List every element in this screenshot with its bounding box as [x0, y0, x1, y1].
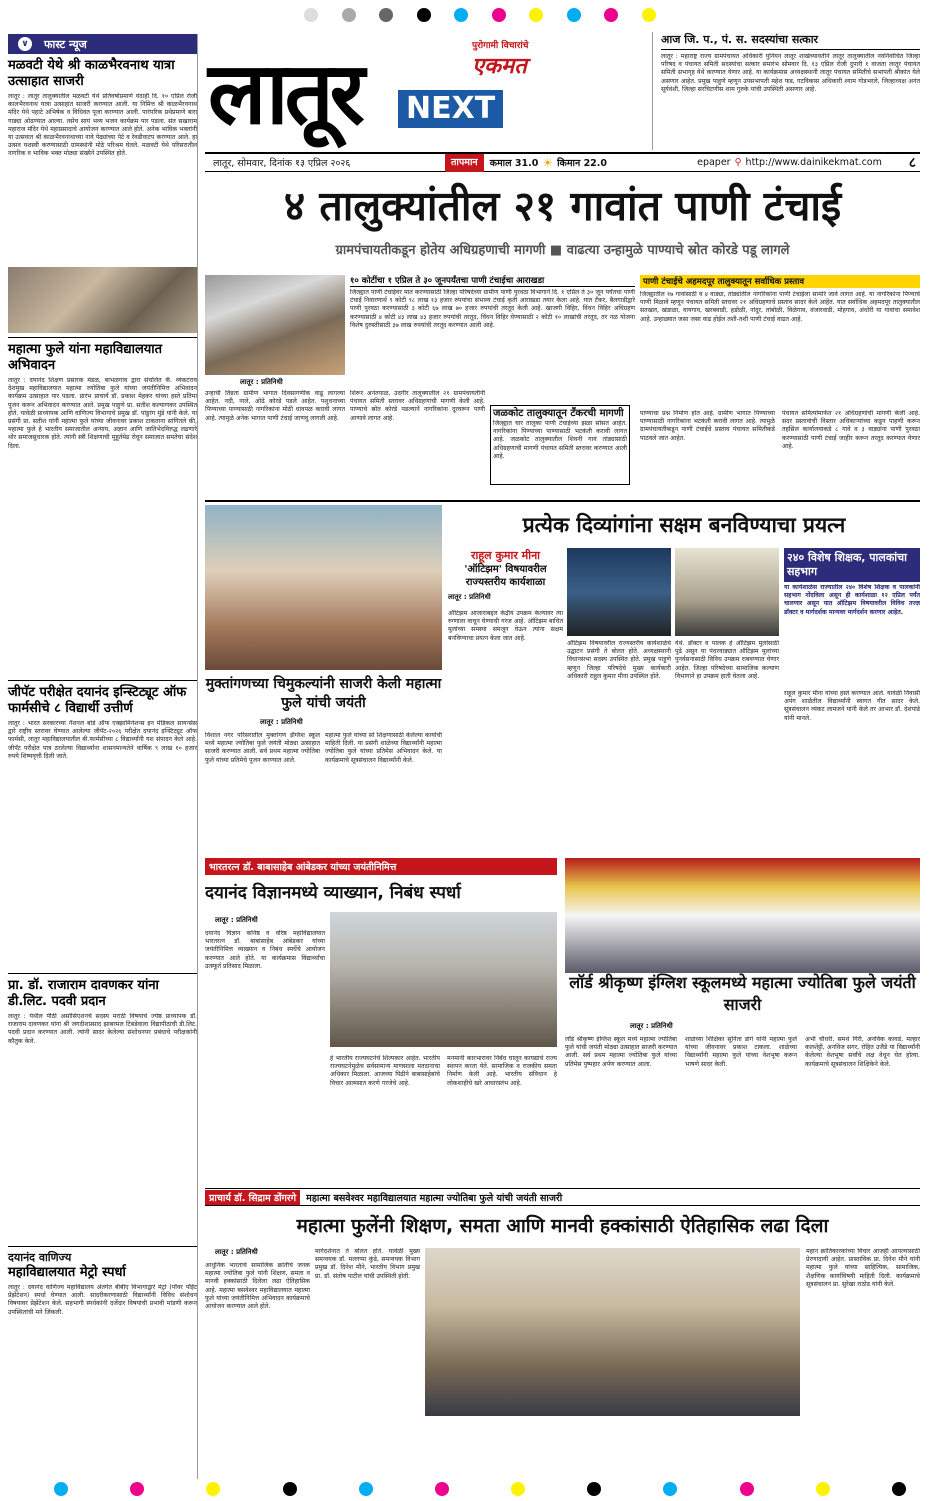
search-icon: ⚲ — [734, 157, 742, 168]
masthead-brand: एकमत — [472, 54, 527, 79]
left-story-photo — [8, 267, 197, 333]
lead-box-3-body: जिल्ह्यात चार तालुका पाणी टंचाईच्या झळा सोसत आहेत. नागरिकांना पिण्याच्या पाण्यासाठी भटकंती करावी लागत आहे. जळकोट तालुक्यातील शिवनी गावं तांड्यासाठी अधिग्रहणाची मागणी पंचायत समिती स्तरावर करण्यात आली आहे. — [493, 420, 627, 460]
reg-dot — [587, 1482, 601, 1496]
muktangan-headline: मुक्तांगणच्या चिमुकल्यांनी साजरी केली महात्मा फुले यांची जयंती — [205, 676, 442, 711]
lead-box-1 — [350, 275, 635, 383]
divyang-caption: लातूर : प्रतिनिधी — [448, 593, 491, 601]
date-bar — [205, 152, 920, 172]
epaper-label: epaper — [697, 157, 731, 168]
reg-dot — [663, 1482, 677, 1496]
divider — [8, 1246, 197, 1247]
left-story-4-headline: प्रा. डॉ. राजाराम दावणकर यांना डी.लिट. पदवी प्रदान — [8, 978, 159, 1009]
reg-dot — [359, 1482, 373, 1496]
left-story-5-headline: महाविद्यालयात मेट्रो स्पर्धा — [8, 1265, 126, 1280]
temp-min: किमान 22.0 — [557, 158, 608, 169]
divyang-sub-title: 'ऑटिझम' विषयावरील राज्यस्तरीय कार्यशाळा — [464, 564, 547, 588]
fast-news-label: फास्ट न्यूज — [44, 37, 87, 51]
fast-news-banner — [8, 34, 197, 54]
lead-box-2 — [640, 275, 920, 405]
lead-col-1: उन्हाची तिव्रता ग्रामीण भागात दिवसागणीक वाढू लागल्या आहेत. नदी, नाले, ओढे कोरडे पडले आहेत. पशुधनाच्या पिण्याच्या पाण्यासाठी नागरिकांना मोठी धावपळ करावी लागत आहे. त्यामुळे अनेक भागात पाणी टंचाई जाणवू लागली आहे. — [205, 390, 345, 422]
divyang-subhead-box — [448, 548, 563, 602]
masthead-tagline: पुरोगामी विचारांचे — [472, 41, 529, 51]
left-story-3-headline: जीपॅट परीक्षेत दयानंद इन्स्टिट्यूट ऑफ फार्मसीचे ८ विद्यार्थी उत्तीर्ण — [8, 685, 187, 716]
reg-dot — [435, 1482, 449, 1496]
lead-headline: ४ तालुक्यांतील २१ गावांत पाणी टंचाई — [283, 182, 842, 230]
divider — [8, 680, 197, 681]
left-story-2-body: लातूर : दयानंद शिक्षण प्रसारक मंडळ, बाभळगाव द्वारा संचलित कॅ. व्यंकटराव देशमुख महाविद्यालयात महात्मा ज्योतिबा फुले यांच्या जयंतीनिमित्त अभिवादन कार्यक्रम उत्साहात पार पडला. प्रारंभ प्राचार्य डॉ. प्रकाश मेहकर यांच्या हस्ते प्रतिमा पूजन करून अभिवादन करण्यात आले. प्रमुख पाहुणे प्रा. सतीश कल्याणकर उपस्थित होते. यावेळी प्राध्यापक आणि वाणिज्य विभागाचे प्रमुख डॉ. पांडुरंग मुंडे यांनी केले. या प्रसंगी प्रा. सतीश यांनी महात्मा फुले यांच्या जीवनावर प्रकाश टाकताना सांगितले की, महात्मा फुले हे भारतीय समाजातील अन्याय, अज्ञान आणि जातिभेदविरुद्ध लढणारे थोर समाजसुधारक होते. त्यांनी स्त्री शिक्षणाची मुहूर्तमेढ रोवून समाजात समतेचा संदेश दिला. — [8, 377, 197, 450]
divyang-box — [784, 548, 920, 684]
left-story-3-body: लातूर : भारत सरकारच्या नॅशनल बोर्ड ऑफ एक्झामिनेशन्स इन मेडिकल सायन्सेस द्वारे राष्ट्रीय स्तरावर घेण्यात आलेल्या जीपॅट-२०२६ परीक्षेत दयानंद इन्स्टिट्यूट ऑफ फार्मसी, लातूर महाविद्यालयातील बी.फार्मसीच्या ८ विद्यार्थ्यांनी यश संपादन केले आहे. जीपॅट परीक्षेत पात्र ठरलेल्या विद्यार्थ्यांना शासनमान्यतेने वार्षिक ९ लाख १० हजार रुपये शिष्यवृत्ती दिली जाते. — [8, 720, 197, 760]
lead-col-6: पंचायत समित्यांमार्फत २१ अधिग्रहणांची मागणी केली आहे. सदर प्रस्तावांची विस्तार अधिकाऱ्यांच्या कडून पाहणी करून तहसिल कार्यालयाकडे ८ गावे व ३ वाड्यांना पाणी पुरवठा करण्यासाठी पाणी टंचाई जाहीर करून तरतूद करण्यात येणार आहे. — [782, 410, 920, 450]
lead-subhead: ग्रामपंचायतीकडून होतेय अधिग्रहणाची मागणी ■ वाढत्या उन्हामुळे पाण्याचे स्रोत कोरडे पडू लागले — [335, 243, 790, 258]
divyang-box-body: या कार्यशाळेस राज्यातील २४० विशेष शिक्षक व पालकांनी सहभाग नोंदविला असून ही कार्यशाळा १२ एप्रिल पर्यंत चालणार असून यात ऑटिझम विषयावरील विविध तज्ज्ञ डॉक्टर व मार्गदर्शक मान्यवर मार्गदर्शन करणार आहेत. — [784, 584, 920, 616]
reg-dot — [567, 8, 581, 22]
reg-dot — [417, 8, 431, 22]
muktangan-photo — [205, 505, 442, 670]
phule-col-1: आधुनिक भारताचे सामाजिक क्रांतीचे जनक महात्मा ज्योतिबा फुले यांनी शिक्षण, समता व मानवी हक्कांसाठी दिलेला लढा ऐतिहासिक आहे. महात्मा बसवेश्वर महाविद्यालयात महात्मा फुले यांच्या जयंतीनिमित्त अभिवादन कार्यक्रमाचे आयोजन करण्यात आले होते. — [205, 1262, 310, 1311]
lord-col-1: लॉर्ड श्रीकृष्ण इंग्लिश स्कूल मध्ये महात्मा ज्योतिबा फुले यांची जयंती मोठ्या उत्साहात साजरी करण्यात आली. सर्व प्रथम महात्मा ज्योतिबा फुले यांच्या प्रतिमेस पुष्पहार अर्पण करण्यात आला. — [565, 1036, 677, 1068]
lead-col-2: शिरूर अनंतपाळ, उदगीर तालुक्यातील २१ ग्रामपंचायतींनी पंचायत समिती स्तरावर अधिग्रहणाची मागणी केली आहे. पाण्याचे स्रोत कोरडे पडल्याने नागरिकांना दूरवरून पाणी आणावे लागत आहे. — [350, 390, 485, 422]
temp-max: कमाल 31.0 — [489, 158, 539, 169]
reg-dot — [206, 1482, 220, 1496]
dayanand-col-3: मनमानी कारभारावर निर्बंध घालून कायद्याचे राज्य स्थापन करता येते. सामाजिक व राजकीय समता निर्माण केली आहे. भारतीय संविधान हे लोकशाहीचे खरे आधारस्तंभ आहे. — [447, 1055, 557, 1087]
divyang-sub-name: राहूल कुमार मीना — [470, 549, 541, 562]
lead-box-1-title: १० कोटींचा १ एप्रिल ते ३० जूनपर्यंतचा पाणी टंचाईचा आराखडा — [350, 275, 635, 287]
dayanand-caption: लातूर : प्रतिनिधी — [215, 916, 258, 924]
masthead-next-logo: NEXT — [398, 90, 503, 128]
left-story-5-body: लातूर : दयानंद वाणिज्य महाविद्यालय अंतर्गत बीबीए विभागाद्वारे मेट्रो (पॉवर पॉईंट प्रेझेंटेशन) स्पर्धा घेण्यात आली. सादरीकरणासाठी विद्यार्थ्यांनी विविध संशोधन विषयावर प्रेझेंटेशन केले. सहभागी स्पर्धकांनी दर्जेदार विषयांची प्रभावी मांडणी करून उपस्थितांची मने जिंकली. — [8, 1284, 197, 1316]
reg-dot — [130, 1482, 144, 1496]
top-right-headline: आज जि. प., पं. स. सदस्यांचा सत्कार — [661, 32, 920, 50]
reg-dot — [492, 8, 506, 22]
divyang-box-title: २४० विशेष शिक्षक, पालकांचा सहभाग — [784, 548, 920, 582]
lead-box-1-body: जिल्ह्यात पाणी टंचाईवर मात करण्यासाठी जिल्हा परिषदेच्या ग्रामीण पाणी पुरवठा विभागाने दि. १ एप्रिल ते ३० जून पर्यंतचा पाणी टंचाई निवारणार्थ ९ कोटी ९८ लाख १३ हजार रुपयांचा संभाव्य टंचाई कृती आराखडा तयार केला आहे. यात टँकर, बैलगाडीद्वारे पाणी पुरवठा करण्यासाठी ३ कोटी ६७ लाख ७० हजार रुपयांची तरतूद केली आहे. खाजगी विहिर, विंधन विहिर अधिग्रहण करण्यासाठी ४ कोटी ४३ लाख ४३ हजार रुपयांची तरतूद, विंधन विहिर घेण्यासाठी २ कोटी १० लाखांची तरतूद, तर नळ योजना विशेष दुरुस्तीसाठी ३७ लाख रुपयांची तरतूद करण्यात आली आहे. — [350, 289, 635, 329]
left-story-1-body: लातूर : लातूर तालुक्यातील मळवटी येथे प्रतिवर्षाप्रमाणे यंदाही दि. १० एप्रिल रोजी कालभैरवनाथ यात्रा उत्साहात साजरी करण्यात आली. या निमित्त श्री काळभैरवनाथ मंदिर येथे पहाटे अभिषेक व विधिवत पूजा करण्यात आली. पारंपरिक प्रथेप्रमाणे बारा गाड्या ओढण्यात आल्या. तसेच सायं भव्य भजन कार्यक्रम पार पडला. संत सखाराम महाराज मंदिर येथे महाप्रसादाचे आयोजन करण्यात आले होते. अनेक भाविक भक्तांनी या उत्सवात श्री काळभैरवनाथाच्या नावे पेढ्यांच्या पेटे व रेवडीवाटप करण्यात आले. हा उत्सव यशस्वी करण्यासाठी ग्रामस्थांनी मोठे परिश्रम घेतले. मळवटी येथे परिसरातील नागरिक व भाविक भक्त मोठ्या संख्येने उपस्थित होते. — [8, 93, 197, 158]
masthead-logo: लातूर — [208, 44, 361, 144]
divyang-col-2: ऑटिझम विषयावरील राज्यस्तरीय कार्यशाळेचे उद्घाटन प्रसंगी ते बोलत होते. अध्यक्षस्थानी विधानसभा सदस्य उपस्थित होते. प्रमुख पाहुणे म्हणून जिल्हा परिषदेचे मुख्य कार्यकारी अधिकारी राहुल कुमार मीना उपस्थित होते. — [567, 640, 671, 680]
lead-photo-water-tap — [205, 275, 345, 375]
reg-dot — [816, 1482, 830, 1496]
lord-headline: लॉर्ड श्रीकृष्ण इंग्लिश स्कूलमध्ये महात्मा ज्योतिबा फुले जयंती साजरी — [569, 973, 916, 1014]
phule-kicker — [205, 1188, 920, 1206]
dayanand-kicker: भारतरत्न डॉ. बाबासाहेब आंबेडकर यांच्या जयंतीनिमित्त — [205, 858, 557, 875]
divyang-col-3: येथे. डॉक्टर व पालक हे ऑटिझम मुलांसाठी पुढे असून या पंधरवाड्यात ऑटिझम मुलांच्या पुनर्वसनासाठी विविध उपक्रम राबवण्यात येणार आहेत. जिल्हा परिषदेच्या सामाजिक कल्याण विभागाने हा उपक्रम हाती घेतला आहे. — [675, 640, 779, 680]
dayanand-headline: दयानंद विज्ञानमध्ये व्याख्यान, निबंध स्पर्धा — [205, 883, 461, 903]
reg-dot — [454, 8, 468, 22]
phule-kicker-name: प्राचार्य डॉ. सिद्राम डोंगरगे — [205, 1190, 300, 1205]
divyang-col-5: राहूल कुमार मीना यांच्या हस्ते करण्यात आले. यावेळी निवासी अपंग शाळेतील विद्यार्थ्यांनी स्वागत गीत सादर केले. सूत्रसंचालन व्यंकट लामजने यांनी केले तर आभार डॉ. देशपांडे यांनी मानले. — [784, 690, 920, 722]
dateline: लातूर, सोमवार, दिनांक १३ एप्रिल २०२६ — [213, 158, 351, 169]
reg-dot — [342, 8, 356, 22]
chevron-down-icon: ∨ — [18, 37, 32, 51]
temp-label: तापमान — [445, 154, 484, 172]
page-number: ८ — [908, 155, 916, 171]
reg-dot — [304, 8, 318, 22]
lead-box-2-body: जिल्ह्यातील १७ गावांसाठी व ४ वाड्या, तांड्यांतील नागरिकांना पाणी टंचाईला सामोरे जावे लागत आहे. या नागरिकांना पिण्याचे पाणी मिळावे म्हणून पंचायत समिती स्तरावर २१ अधिग्रहणाचे प्रस्ताव सादर केले आहेत. यात सर्वाधिक अहमदपूर तालुक्यातील सतखल, खंडाळा, वायगाव, खरबवाडी, हडोळी, नांदूर, तांबोळी, विळेगाव, वंजारवाडी, मोहगाव, अंधोरी या गावांचा समावेश आहे. उन्हाळ्यात जसा जसा वाढ होईल तशी-तशी पाणी टंचाई वाढत आहे. — [640, 291, 920, 323]
left-story-4-body: लातूर : येथील पीठी असोसिएशनचे सदस्य मराठी विषयाचे ज्येष्ठ प्राध्यापक डॉ. राजाराम दावणकर यांना श्री जगदीशप्रसाद झाबरमल टिबडेवाला विद्यापीठाची डी.लिट. पदवी प्रदान करण्यात आली. त्यांनी सादर केलेल्या संशोधनपर प्रबंधाचे परीक्षकांनी कौतुक केले. — [8, 1013, 197, 1045]
phule-caption: लातूर : प्रतिनिधी — [215, 1248, 258, 1256]
lord-col-3: अभी चौधरी, समर्थ गिरी, अनविक कावडे, मल्हार कलशेट्टी, अनविज सगर, रोहित उजैडे या विद्यार्थ्यांनी केलेल्या वेशभूषा सर्वांचे लक्ष वेधून घेत होत्या. कार्यक्रमाचे सूत्रसंचालन शिक्षिकेने केले. — [805, 1036, 920, 1068]
reg-dot — [379, 8, 393, 22]
lord-col-2: शाळेच्या शिक्षिका सुनिता डांगे यांनी महात्मा फुले यांच्या जीवनावर प्रकाश टाकला. शाळेच्या विद्यार्थ्यांनी महात्मा फुले यांच्या वेशभूषा करून भाषणे सादर केली. — [685, 1036, 797, 1068]
reg-dot — [642, 8, 656, 22]
section-divider — [205, 500, 920, 502]
registration-marks-top — [300, 8, 660, 24]
divider — [8, 973, 197, 974]
divyang-headline: प्रत्येक दिव्यांगांना सक्षम बनविण्याचा प्रयत्न — [522, 513, 846, 537]
lead-box-3 — [490, 405, 630, 485]
reg-dot — [283, 1482, 297, 1496]
lead-col-5: पाण्याचा प्रश्न निर्माण होत आहे. ग्रामीण भागात पिण्याच्या पाण्यासाठी नागरिकांना भटकंती करावी लागत आहे. त्यामुळे ग्रामपंचायतीकडून पाणी टंचाईचे प्रस्ताव पंचायत समितीकडे पाठवले जात आहेत. — [640, 410, 775, 442]
dayanand-photo — [330, 912, 557, 1047]
sun-icon: ☀ — [542, 155, 554, 170]
divider — [8, 337, 197, 338]
reg-dot — [511, 1482, 525, 1496]
registration-marks-bottom — [50, 1482, 910, 1496]
muktangan-col-2: महात्मा फुले यांच्या सो शिक्षणासाठी केलेल्या कार्याची माहिती दिली. या प्रसंगी शाळेच्या विद्यार्थ्यांनी महात्मा ज्योतिबा फुले यांच्या प्रतिमेस अभिवादन केले. या कार्यक्रमाचे सूत्रसंचालन विद्यार्थ्यांनी केले. — [325, 732, 442, 764]
divyang-photo-1 — [567, 548, 671, 636]
lord-caption: लातूर : प्रतिनिधी — [630, 1022, 673, 1030]
muktangan-col-1: विशाल नगर परिसरातील मुक्तांगण इंग्लिश स्कूल मध्ये महात्मा ज्योतिबा फुले जयंती मोठ्या उत्साहात साजरी करण्यात आली. सर्व प्रथम महात्मा ज्योतिबा फुले यांच्या प्रतिमेचे पूजन करण्यात आले. — [205, 732, 320, 764]
reg-dot — [740, 1482, 754, 1496]
divyang-photo-2 — [675, 548, 779, 636]
phule-col-3: महान क्रांतिकारकांच्या विचार आजही आपल्यासाठी प्रेरणादायी आहेत. प्रास्ताविक प्रा. दिनेश मौने यांनी महात्मा फुले यांच्या साहित्यिक, सामाजिक, शैक्षणिक कार्याविषयी माहिती दिली. कार्यक्रमाचे सूत्रसंचालन प्रा. सुरेखा राठोड यांनी केले. — [806, 1248, 920, 1288]
dayanand-col-2: हे भारतीय राज्यघटनेचे शिल्पकार आहेत. भारतीय राज्यघटनेमुळेच सर्वसामान्य माणसाला मतदानाचा अधिकार मिळाला. आजच्या पिढीने बाबासाहेबांचे विचार आत्मसात करणे गरजेचे आहे. — [330, 1055, 440, 1087]
phule-headline: महात्मा फुलेंनी शिक्षण, समता आणि मानवी हक्कांसाठी ऐतिहासिक लढा दिला — [296, 1215, 829, 1237]
top-right-story — [652, 32, 920, 150]
phule-kicker-rest: महात्मा बसवेश्वर महाविद्यालयात महात्मा ज्योतिबा फुले यांची जयंती साजरी — [306, 1192, 563, 1204]
left-story-2-headline: महात्मा फुले यांना महाविद्यालयात अभिवादन — [8, 342, 163, 373]
reg-dot — [604, 8, 618, 22]
muktangan-caption: लातूर : प्रतिनिधी — [260, 718, 303, 726]
reg-dot — [529, 8, 543, 22]
top-right-body: लातूर : महाराष्ट्र राज्य ग्रामपंचायत अधिकारी युनियन लातूर शाखेच्यावतीने लातूर तालुक्यातील नवनिर्वाचित जिल्हा परिषद व पंचायत समिती सदस्यांचा सत्कार समारंभ सोमवार दि. १३ एप्रिल रोजी दुपारी १ वाजता लातूर पंचायत समिती सभागृह येथे करण्यात येणार आहे. या कार्यक्रमास अध्यक्षस्थानी लातूर पंचायत समितीचे सभापती श्रीकांत येले असणार आहेत. प्रमुख पाहुणे म्हणून उपसभापती महेश फड, गटविकास अधिकारी श्याम गोडभरले, जिल्हाध्यक्ष अनंत सूर्यवंशी, जिल्हा सरचिटणीस शाम गुरुके यांची उपस्थिती असणार आहे. — [661, 53, 920, 93]
phule-photo — [425, 1248, 800, 1416]
phule-col-2: मार्गदर्शनात ते बोलत होते. यावेळी मुख्य समन्वयक डॉ. मल्लप्पा कुंडे, समन्वयक विभाग प्रमुख डॉ. दिनेश मौने, भारतीय विभाग प्रमुख प्रा. डॉ. संतोष पाटील यांची उपस्थिती होती. — [315, 1248, 420, 1280]
left-story-1-headline: मळवटी येथे श्री काळभैरवनाथ यात्रा उत्साहात साजरी — [8, 58, 175, 89]
reg-dot — [892, 1482, 906, 1496]
dayanand-col-1: दयानंद विज्ञान कनिष्ठ व वरिष्ठ महाविद्यालयात भारतरत्न डॉ. बाबासाहेब आंबेडकर यांच्या जयंतीनिमित्त व्याख्यान व निबंध स्पर्धेचे आयोजन करण्यात आले होते. या कार्यक्रमास विद्यार्थ्यांचा उत्स्फूर्त प्रतिसाद मिळाला. — [205, 930, 325, 970]
left-news-column — [8, 34, 198, 1479]
divyang-col-1: ऑटिझम आजाराबद्दल केंद्रीय उपक्रम केल्यावर त्या रुग्णाला वाचून घेण्याची गरज आहे. ऑटिझम बाधित मुलांच्या समस्या समजून घेऊन त्यांना सक्षम बनविण्याचा प्रयत्न केला जात आहे. — [448, 610, 563, 642]
lead-box-3-title: जळकोट तालुक्यातून टँकरची मागणी — [493, 408, 624, 419]
lord-photo — [565, 858, 920, 973]
lead-box-2-title: पाणी टंचाईचे अहमदपूर तालुक्यातून सर्वाधिक प्रस्ताव — [640, 275, 920, 288]
left-story-5-kicker: दयानंद वाणिज्य — [8, 1251, 72, 1264]
epaper-url[interactable]: http://www.dainikekmat.com — [745, 157, 882, 168]
lead-caption: लातूर : प्रतिनिधी — [240, 378, 283, 386]
reg-dot — [54, 1482, 68, 1496]
